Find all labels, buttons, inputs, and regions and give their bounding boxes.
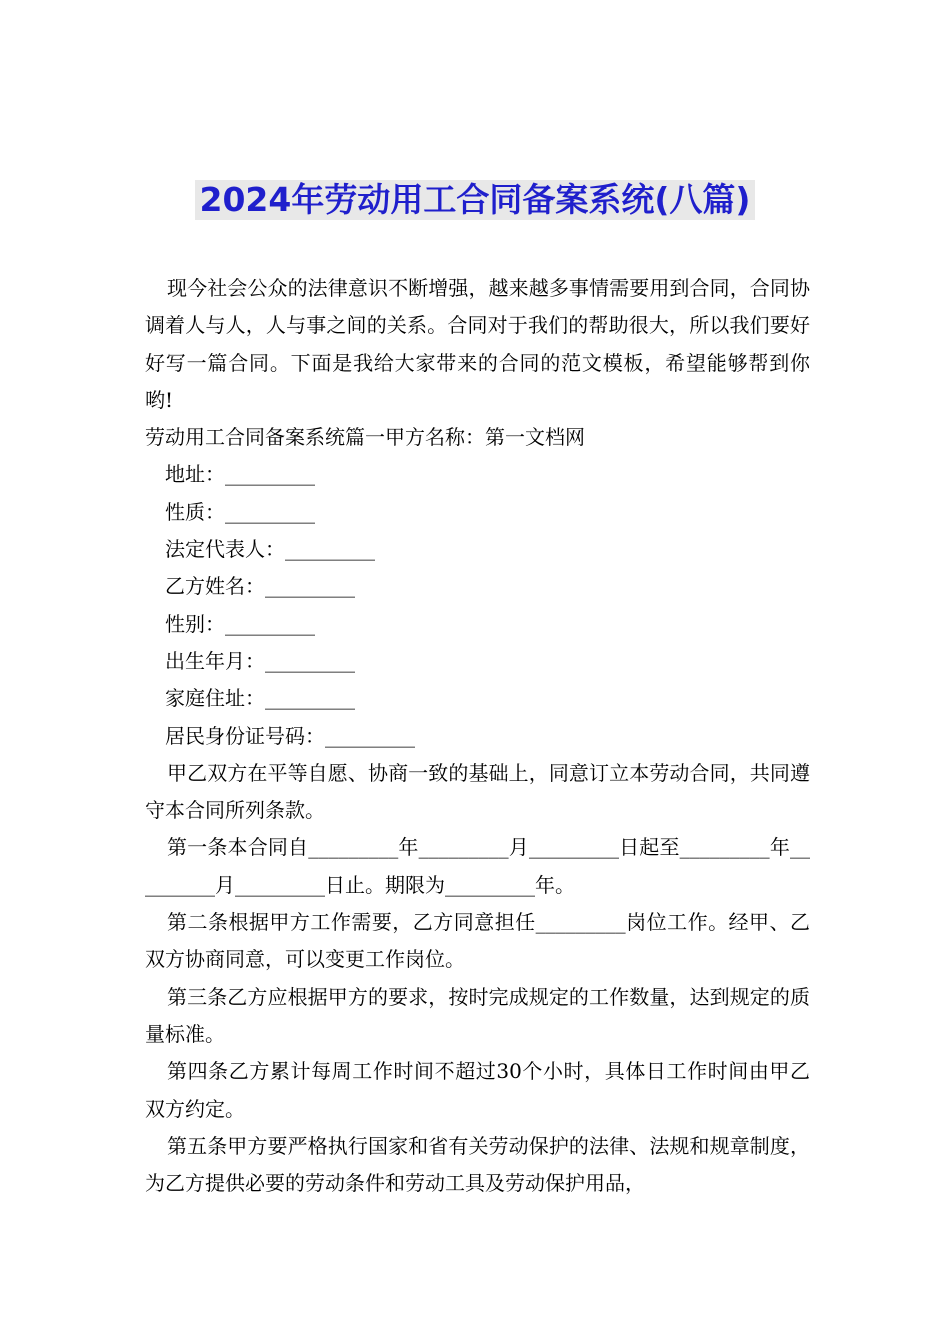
field-address: 地址：_________ <box>165 462 315 487</box>
title-wrap <box>0 180 950 220</box>
field-legal-representative: 法定代表人：_________ <box>165 537 375 562</box>
field-id-number: 居民身份证号码：_________ <box>165 723 415 748</box>
paragraph-agreement: 甲乙双方在平等自愿、协商一致的基础上，同意订立本劳动合同，共同遵守本合同所列条款。 <box>145 760 810 823</box>
field-nature: 性质：_________ <box>165 499 315 524</box>
field-home-address: 家庭住址：_________ <box>165 686 355 711</box>
paragraph-article-3: 第三条乙方应根据甲方的要求，按时完成规定的工作数量，达到规定的质量标准。 <box>145 984 810 1046</box>
section-heading: 劳动用工合同备案系统篇一甲方名称：第一文档网 <box>145 425 585 450</box>
paragraph-article-5: 第五条甲方要严格执行国家和省有关劳动保护的法律、法规和规章制度，为乙方提供必要的劳动条件和劳动工具及劳动保护用品， <box>145 1133 810 1196</box>
paragraph-article-4: 第四条乙方累计每周工作时间不超过30个小时，具体日工作时间由甲乙双方约定。 <box>145 1059 810 1121</box>
document-body <box>145 270 810 1202</box>
intro-paragraph: 现今社会公众的法律意识不断增强，越来越多事情需要用到合同，合同协调着人与人，人与事之间的关系。合同对于我们的帮助很大，所以我们要好好写一篇合同。下面是我给大家带来的合同的范文模板，希望能够帮到你哟! <box>145 276 810 412</box>
field-birth-date: 出生年月：_________ <box>165 648 355 673</box>
paragraph-article-1: 第一条本合同自_________年_________月_________日起至_________年_________月_________日止。期限为_________年。 <box>145 835 810 897</box>
paragraph-article-2: 第二条根据甲方工作需要，乙方同意担任_________岗位工作。经甲、乙双方协商同意，可以变更工作岗位。 <box>145 910 810 972</box>
field-gender: 性别：_________ <box>165 611 315 636</box>
document-title: 2024年劳动用工合同备案系统(八篇) <box>195 180 754 220</box>
field-party-b-name: 乙方姓名：_________ <box>165 574 355 599</box>
